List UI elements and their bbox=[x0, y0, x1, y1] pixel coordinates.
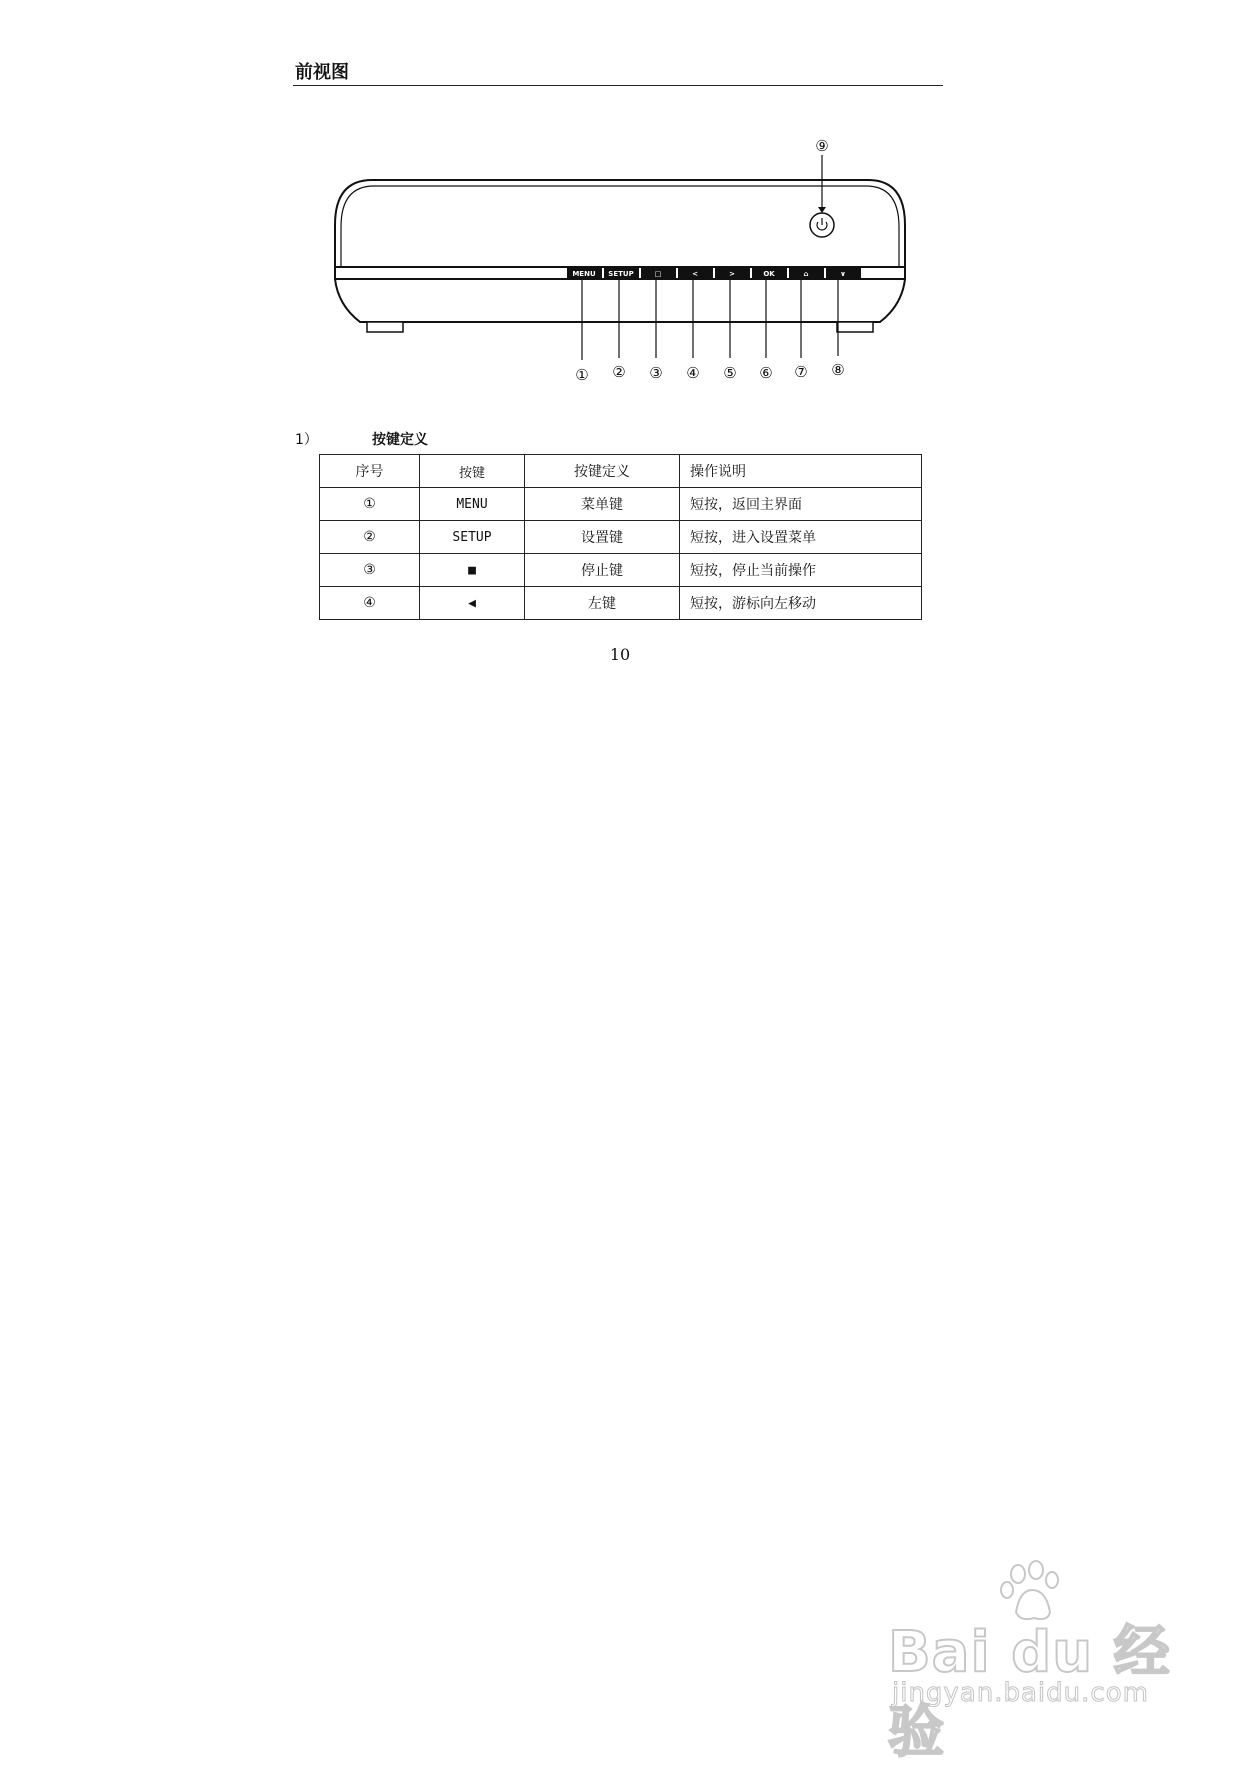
heading-text: 按键定义 bbox=[372, 432, 428, 448]
row-definition: 左键 bbox=[525, 587, 680, 620]
panel-label-menu: MENU bbox=[572, 270, 596, 278]
row-key: ◀ bbox=[420, 587, 525, 620]
panel-label-home: ⌂ bbox=[803, 270, 809, 278]
row-index: ① bbox=[320, 488, 420, 521]
callout-9: ⑨ bbox=[815, 137, 829, 155]
baidu-jingyan-watermark bbox=[880, 1560, 1180, 1765]
callout-8: ⑧ bbox=[831, 361, 845, 379]
watermark-brand: Bai du 经验 bbox=[888, 1620, 1171, 1765]
key-definitions-table bbox=[319, 454, 922, 620]
row-index: ④ bbox=[320, 587, 420, 620]
row-definition: 停止键 bbox=[525, 554, 680, 587]
panel-label-setup: SETUP bbox=[608, 270, 634, 278]
table-row bbox=[320, 554, 922, 587]
row-key: SETUP bbox=[420, 521, 525, 554]
left-foot bbox=[367, 322, 403, 332]
watermark-url: jingyan.baidu.com bbox=[892, 1678, 1149, 1708]
key-definitions-heading bbox=[295, 429, 428, 449]
panel-label-down: ∨ bbox=[840, 270, 846, 278]
page-number: 10 bbox=[609, 645, 631, 664]
table-row bbox=[320, 521, 922, 554]
row-operation: 短按，进入设置菜单 bbox=[680, 521, 922, 554]
device-front-view-diagram bbox=[0, 0, 1240, 420]
header-operation: 操作说明 bbox=[680, 455, 922, 488]
header-key: 按键 bbox=[420, 455, 525, 488]
row-key: MENU bbox=[420, 488, 525, 521]
panel-label-stop: □ bbox=[654, 270, 662, 278]
header-index: 序号 bbox=[320, 455, 420, 488]
row-index: ② bbox=[320, 521, 420, 554]
section-title: 前视图 bbox=[295, 62, 349, 83]
callout-7: ⑦ bbox=[794, 363, 808, 381]
heading-number: 1） bbox=[295, 432, 318, 448]
row-operation: 短按，返回主界面 bbox=[680, 488, 922, 521]
callout-5: ⑤ bbox=[723, 364, 737, 382]
panel-label-ok: OK bbox=[763, 270, 775, 278]
row-operation: 短按，停止当前操作 bbox=[680, 554, 922, 587]
callout-6: ⑥ bbox=[759, 364, 773, 382]
callout-4: ④ bbox=[686, 364, 700, 382]
device-base bbox=[335, 279, 905, 322]
row-operation: 短按，游标向左移动 bbox=[680, 587, 922, 620]
table-row bbox=[320, 587, 922, 620]
row-definition: 设置键 bbox=[525, 521, 680, 554]
right-foot bbox=[837, 322, 873, 332]
row-key: ■ bbox=[420, 554, 525, 587]
panel-label-right: > bbox=[729, 270, 735, 278]
callout-3: ③ bbox=[649, 364, 663, 382]
callout-2: ② bbox=[612, 363, 626, 381]
table-header-row bbox=[320, 455, 922, 488]
table-row bbox=[320, 488, 922, 521]
row-index: ③ bbox=[320, 554, 420, 587]
panel-label-left: < bbox=[692, 270, 698, 278]
header-definition: 按键定义 bbox=[525, 455, 680, 488]
row-definition: 菜单键 bbox=[525, 488, 680, 521]
callout-1: ① bbox=[575, 366, 589, 384]
